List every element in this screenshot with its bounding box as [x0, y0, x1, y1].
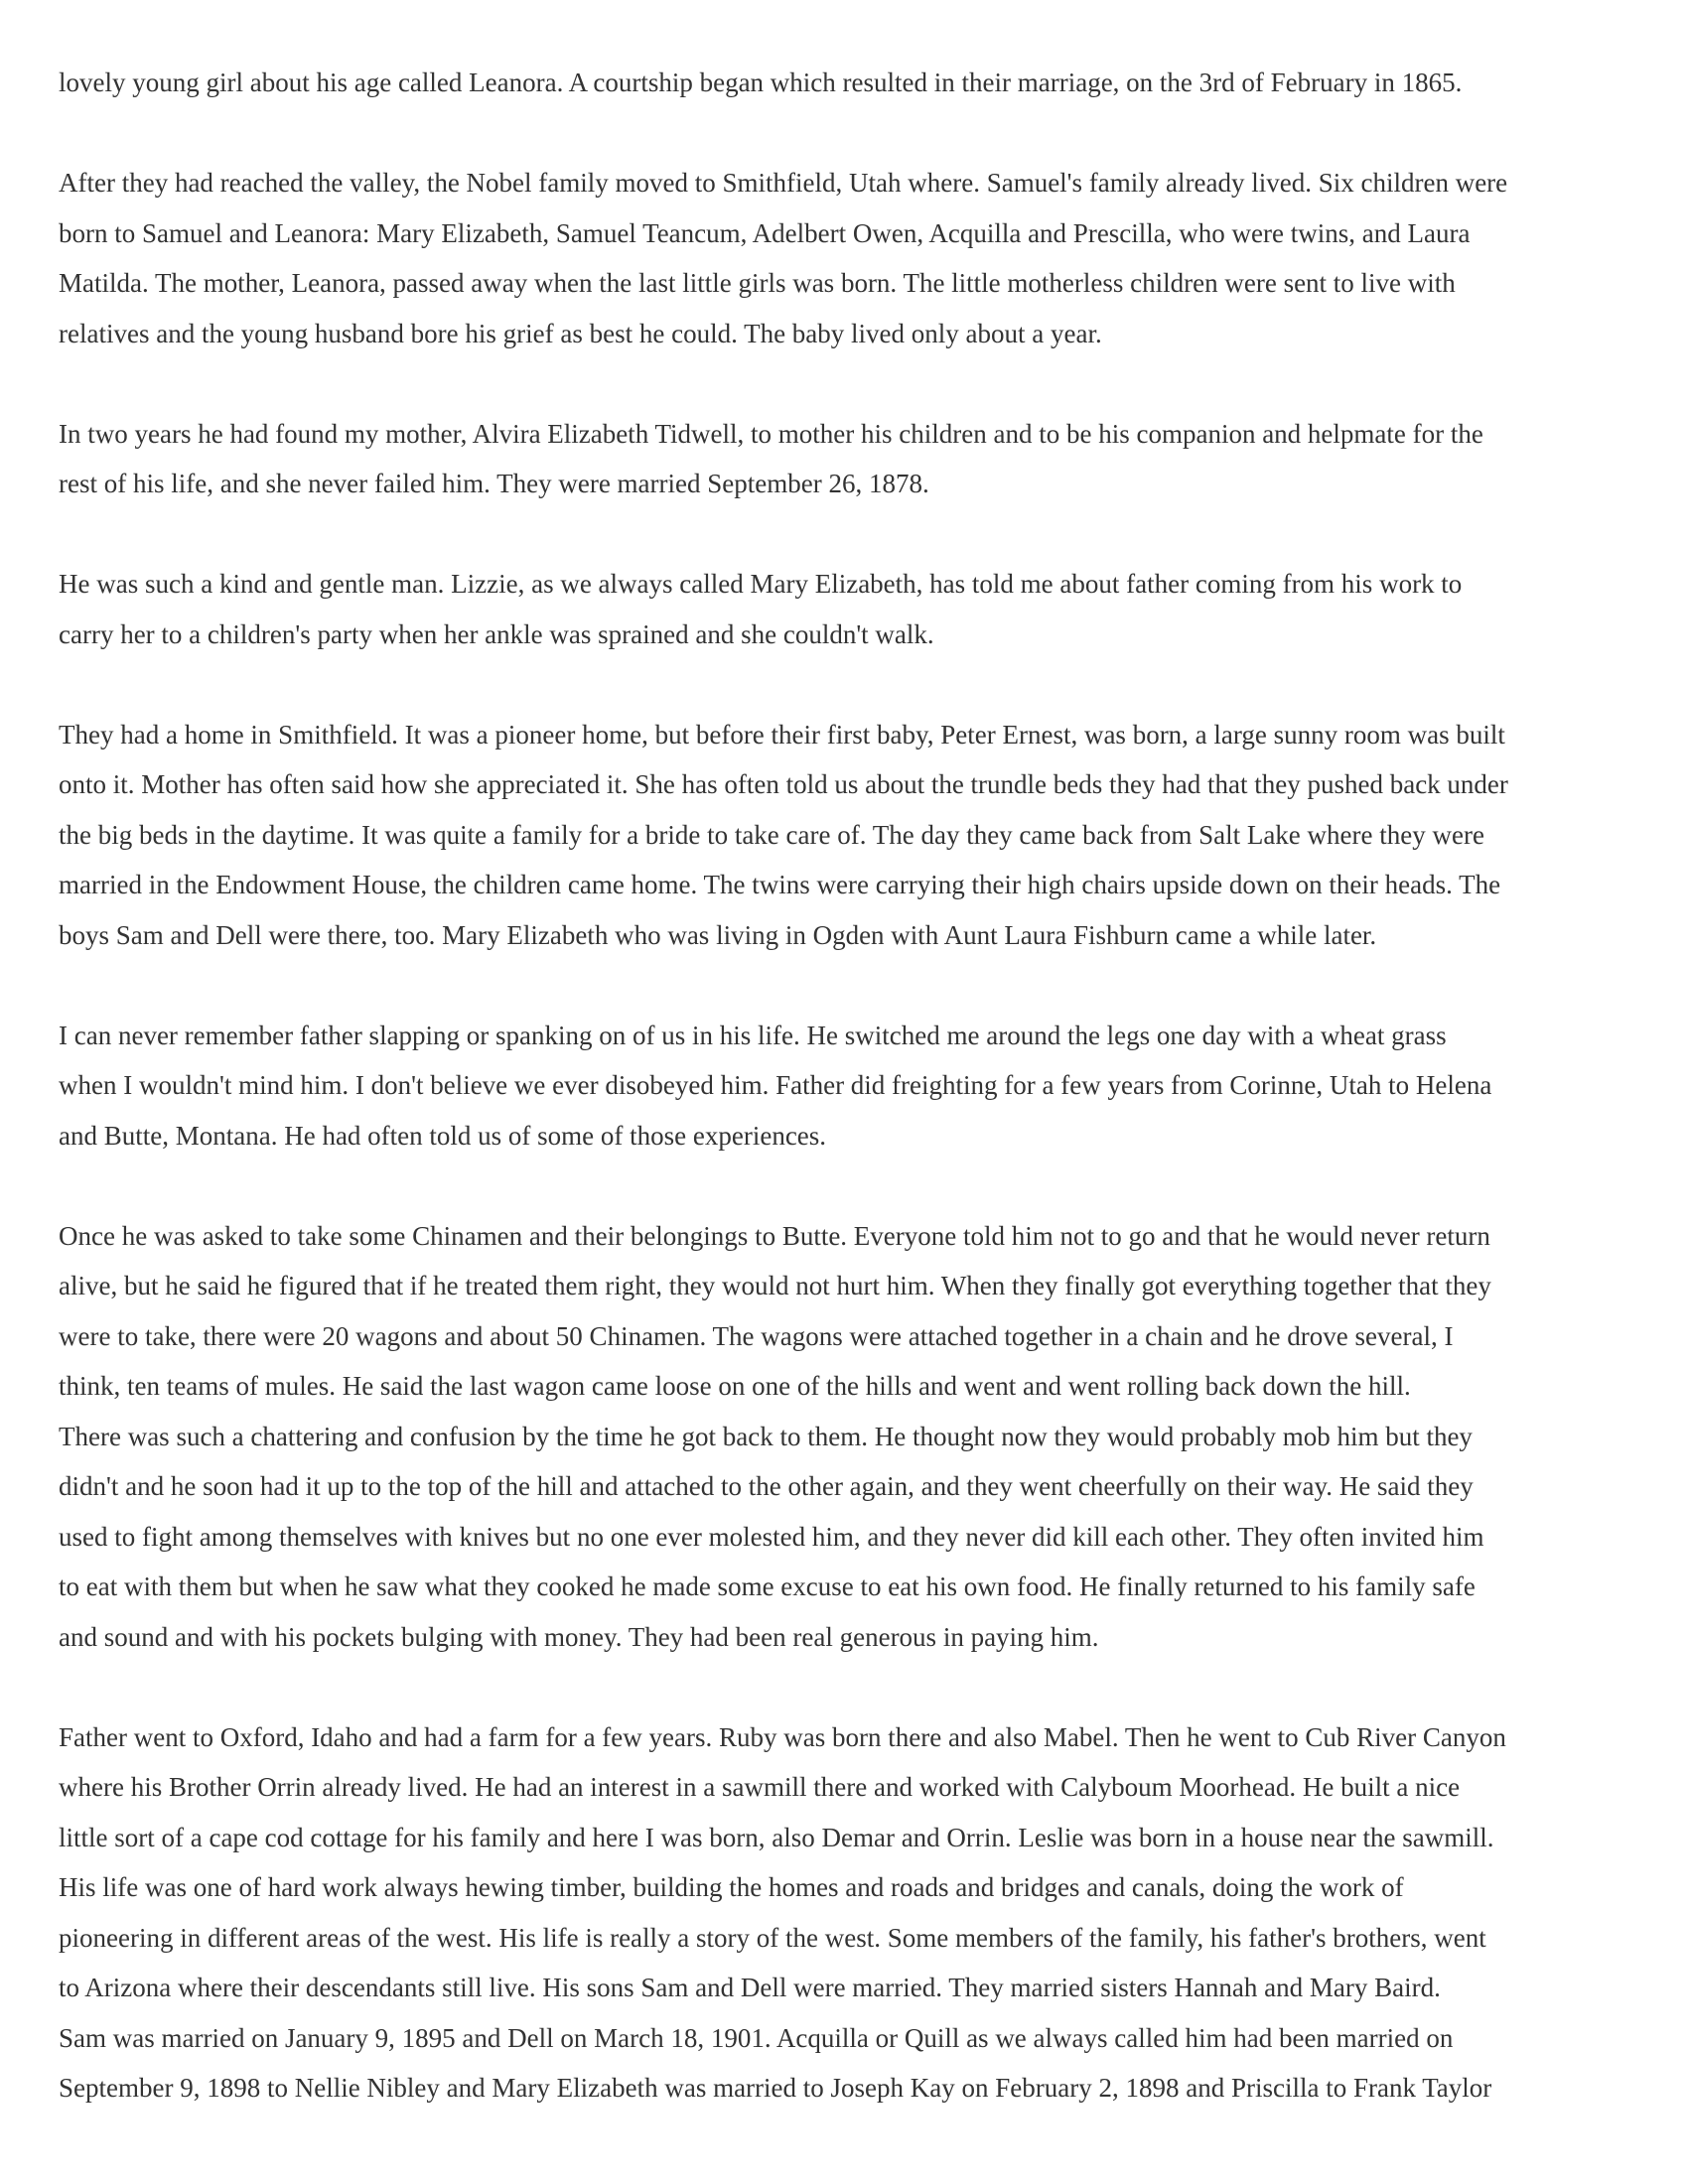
text-line: There was such a chattering and confusion by the time he got back to them. He thought now they would probably mob him but they: [59, 1421, 1473, 1451]
text-line: carry her to a children's party when her ankle was sprained and she couldn't walk.: [59, 618, 934, 649]
text-line: September 9, 1898 to Nellie Nibley and Mary Elizabeth was married to Joseph Kay on February 2, 1898 and Priscilla to Frank Taylor: [59, 2073, 1492, 2103]
text-line: Sam was married on January 9, 1895 and Dell on March 18, 1901. Acquilla or Quill as we always called him had been married on: [59, 2022, 1454, 2053]
text-line: born to Samuel and Leanora: Mary Elizabeth, Samuel Teancum, Adelbert Owen, Acquilla and Prescilla, who were twins, and Laura: [59, 217, 1471, 248]
text-line: think, ten teams of mules. He said the last wagon came loose on one of the hills and went and went rolling back down the hill.: [59, 1371, 1411, 1401]
text-line: They had a home in Smithfield. It was a pioneer home, but before their first baby, Peter Ernest, was born, a large sunny room was built: [59, 719, 1505, 750]
text-line: used to fight among themselves with knives but no one ever molested him, and they never did kill each other. They often invited him: [59, 1521, 1484, 1552]
text-line: where his Brother Orrin already lived. He had an interest in a sawmill there and worked with Calyboum Moorhead. He built a nice: [59, 1772, 1461, 1802]
text-line: He was such a kind and gentle man. Lizzie, as we always called Mary Elizabeth, has told me about father coming from his work to: [59, 569, 1463, 599]
text-line: married in the Endowment House, the children came home. The twins were carrying their high chairs upside down on their heads. The: [59, 870, 1501, 899]
text-line: were to take, there were 20 wagons and about 50 Chinamen. The wagons were attached together in a chain and he drove several, I: [59, 1320, 1454, 1351]
text-line: to Arizona where their descendants still live. His sons Sam and Dell were married. They married sisters Hannah and Mary Baird.: [59, 1973, 1441, 2002]
document-page: [59, 58, 1647, 2114]
text-line: rest of his life, and she never failed him. They were married September 26, 1878.: [59, 469, 929, 498]
text-line: Once he was asked to take some Chinamen and their belongings to Butte. Everyone told him not to go and that he would never return: [59, 1220, 1490, 1251]
text-line: little sort of a cape cod cottage for his family and here I was born, also Demar and Orrin. Leslie was born in a house near the sawmill.: [59, 1822, 1494, 1852]
paragraph: [59, 559, 1647, 659]
text-line: onto it. Mother has often said how she appreciated it. She has often told us about the trundle beds they had that they pushed back under: [59, 769, 1508, 799]
text-line: relatives and the young husband bore his grief as best he could. The baby lived only about a year.: [59, 318, 1102, 348]
text-line: didn't and he soon had it up to the top of the hill and attached to the other again, and they went cheerfully on their way. He said they: [59, 1471, 1474, 1501]
paragraph: [59, 1712, 1647, 2114]
paragraph: [59, 409, 1647, 509]
text-line: to eat with them but when he saw what they cooked he made some excuse to eat his own food. He finally returned to his family safe: [59, 1571, 1476, 1601]
paragraph: [59, 58, 1647, 108]
text-line: and sound and with his pockets bulging with money. They had been real generous in paying him.: [59, 1621, 1099, 1652]
paragraph: [59, 1211, 1647, 1663]
text-line: pioneering in different areas of the west. His life is really a story of the west. Some members of the family, his father's brothers, went: [59, 1922, 1486, 1953]
text-line: and Butte, Montana. He had often told us of some of those experiences.: [59, 1120, 827, 1151]
text-line: After they had reached the valley, the Nobel family moved to Smithfield, Utah where. Samuel's family already lived. Six children were: [59, 168, 1508, 198]
text-line: when I wouldn't mind him. I don't believe we ever disobeyed him. Father did freighting for a few years from Corinne, Utah to Helena: [59, 1070, 1492, 1100]
text-line: alive, but he said he figured that if he treated them right, they would not hurt him. When they finally got everything together that they: [59, 1271, 1491, 1300]
text-line: boys Sam and Dell were there, too. Mary Elizabeth who was living in Ogden with Aunt Laura Fishburn came a while later.: [59, 919, 1377, 950]
paragraph: [59, 158, 1647, 358]
text-line: Father went to Oxford, Idaho and had a farm for a few years. Ruby was born there and also Mabel. Then he went to Cub River Canyon: [59, 1721, 1506, 1752]
paragraph: [59, 1011, 1647, 1161]
text-line: lovely young girl about his age called Leanora. A courtship began which resulted in their marriage, on the 3rd of February in 1865.: [59, 68, 1463, 97]
text-line: the big beds in the daytime. It was quite a family for a bride to take care of. The day they came back from Salt Lake where they were: [59, 819, 1484, 850]
text-line: His life was one of hard work always hewing timber, building the homes and roads and bridges and canals, doing the work of: [59, 1872, 1404, 1902]
text-line: Matilda. The mother, Leanora, passed away when the last little girls was born. The little motherless children were sent to live with: [59, 268, 1456, 298]
paragraph: [59, 710, 1647, 961]
text-line: In two years he had found my mother, Alvira Elizabeth Tidwell, to mother his children and to be his companion and helpmate for the: [59, 418, 1483, 449]
text-line: I can never remember father slapping or spanking on of us in his life. He switched me around the legs one day with a wheat grass: [59, 1020, 1447, 1050]
